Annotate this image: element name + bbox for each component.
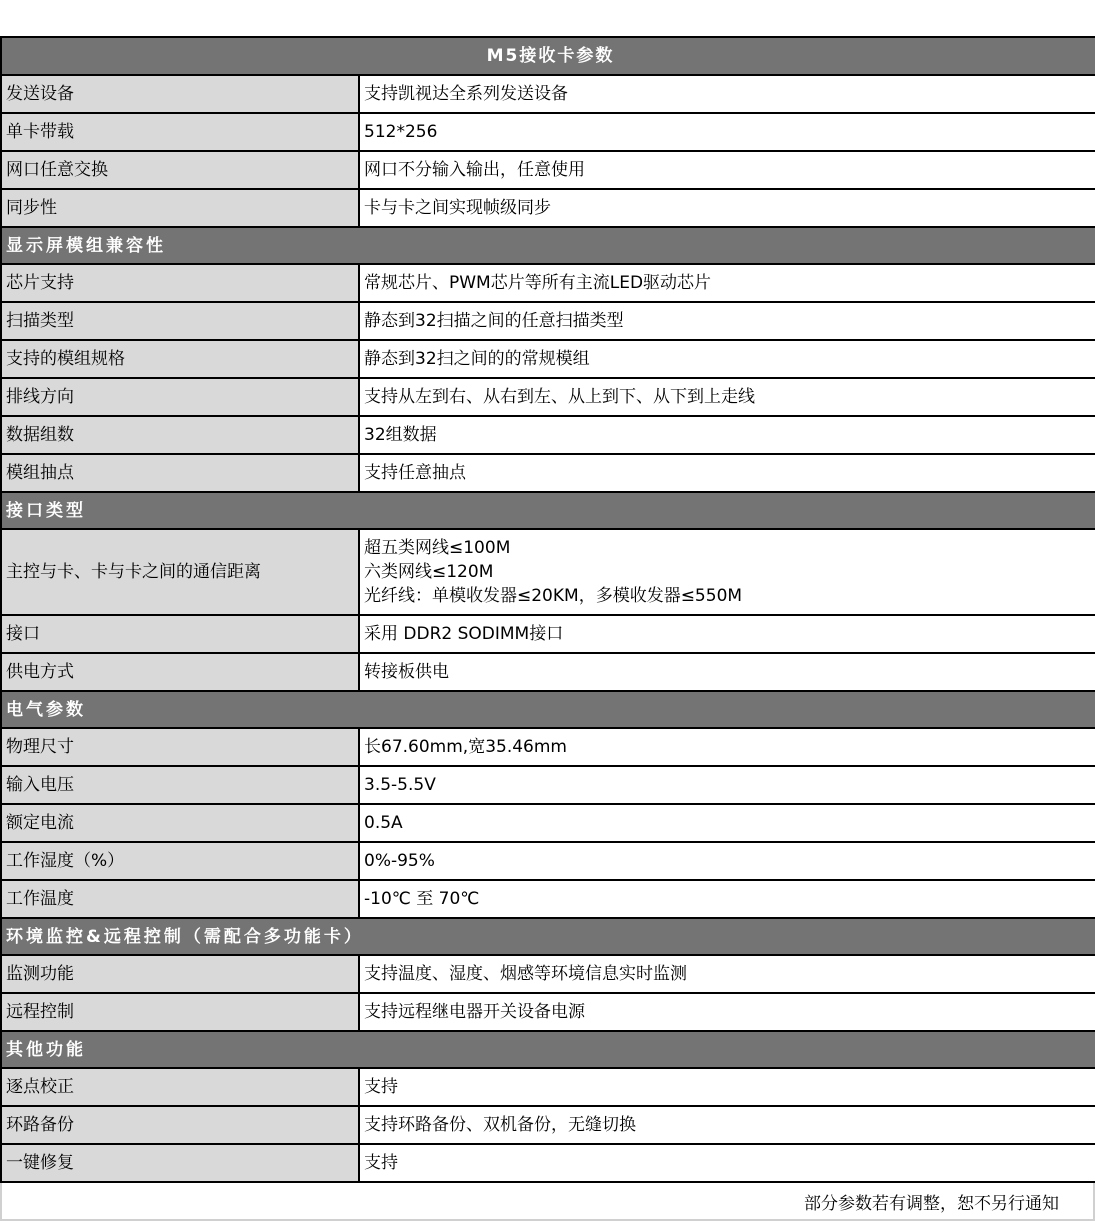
row-value: 支持 <box>359 1144 1095 1182</box>
spec-table <box>0 36 1095 1183</box>
section-heading: 显示屏模组兼容性 <box>1 227 1095 264</box>
row-label: 输入电压 <box>1 766 359 804</box>
table-row <box>1 1068 1095 1106</box>
row-label: 支持的模组规格 <box>1 340 359 378</box>
table-row <box>1 151 1095 189</box>
row-value: 32组数据 <box>359 416 1095 454</box>
row-label: 模组抽点 <box>1 454 359 492</box>
table-row <box>1 302 1095 340</box>
section-heading: 其他功能 <box>1 1031 1095 1068</box>
row-value: 支持远程继电器开关设备电源 <box>359 993 1095 1031</box>
row-value: 网口不分输入输出，任意使用 <box>359 151 1095 189</box>
table-row <box>1 993 1095 1031</box>
row-label: 网口任意交换 <box>1 151 359 189</box>
row-label: 排线方向 <box>1 378 359 416</box>
row-label: 逐点校正 <box>1 1068 359 1106</box>
row-value-multiline <box>359 529 1095 615</box>
row-value: -10℃ 至 70℃ <box>359 880 1095 918</box>
row-value: 0%-95% <box>359 842 1095 880</box>
row-label: 供电方式 <box>1 653 359 691</box>
row-value: 转接板供电 <box>359 653 1095 691</box>
section-heading-row <box>1 1031 1095 1068</box>
section-heading-row <box>1 691 1095 728</box>
row-value: 0.5A <box>359 804 1095 842</box>
row-value: 采用 DDR2 SODIMM接口 <box>359 615 1095 653</box>
row-value: 支持环路备份、双机备份，无缝切换 <box>359 1106 1095 1144</box>
row-label: 扫描类型 <box>1 302 359 340</box>
table-row <box>1 766 1095 804</box>
table-row <box>1 264 1095 302</box>
row-value: 支持温度、湿度、烟感等环境信息实时监测 <box>359 955 1095 993</box>
row-label: 同步性 <box>1 189 359 227</box>
section-heading-row <box>1 918 1095 955</box>
value-line: 六类网线≤120M <box>364 562 494 582</box>
table-row <box>1 75 1095 113</box>
table-row <box>1 416 1095 454</box>
row-label: 发送设备 <box>1 75 359 113</box>
table-row <box>1 529 1095 615</box>
row-label: 主控与卡、卡与卡之间的通信距离 <box>1 529 359 615</box>
table-row <box>1 955 1095 993</box>
section-heading: 接口类型 <box>1 492 1095 529</box>
table-row <box>1 1106 1095 1144</box>
row-value: 支持从左到右、从右到左、从上到下、从下到上走线 <box>359 378 1095 416</box>
section-heading: 环境监控&远程控制（需配合多功能卡） <box>1 918 1095 955</box>
title-row <box>1 37 1095 75</box>
table-row <box>1 113 1095 151</box>
row-value: 卡与卡之间实现帧级同步 <box>359 189 1095 227</box>
row-label: 接口 <box>1 615 359 653</box>
row-label: 物理尺寸 <box>1 728 359 766</box>
row-label: 工作温度 <box>1 880 359 918</box>
row-label: 单卡带载 <box>1 113 359 151</box>
row-value: 支持 <box>359 1068 1095 1106</box>
section-heading: 电气参数 <box>1 691 1095 728</box>
spec-sheet <box>0 36 1095 1221</box>
row-value: 支持任意抽点 <box>359 454 1095 492</box>
row-label: 环路备份 <box>1 1106 359 1144</box>
section-heading-row <box>1 227 1095 264</box>
row-label: 一键修复 <box>1 1144 359 1182</box>
table-row <box>1 842 1095 880</box>
row-value: 常规芯片、PWM芯片等所有主流LED驱动芯片 <box>359 264 1095 302</box>
table-row <box>1 804 1095 842</box>
table-title: M5接收卡参数 <box>1 37 1095 75</box>
row-value: 3.5-5.5V <box>359 766 1095 804</box>
row-value: 512*256 <box>359 113 1095 151</box>
table-row <box>1 189 1095 227</box>
table-row <box>1 880 1095 918</box>
row-value: 长67.60mm,宽35.46mm <box>359 728 1095 766</box>
row-value: 静态到32扫之间的的常规模组 <box>359 340 1095 378</box>
footer-note: 部分参数若有调整，恕不另行通知 <box>804 1193 1059 1214</box>
row-label: 数据组数 <box>1 416 359 454</box>
table-row <box>1 1144 1095 1182</box>
section-heading-row <box>1 492 1095 529</box>
value-line: 超五类网线≤100M <box>364 538 511 558</box>
table-row <box>1 340 1095 378</box>
row-label: 工作湿度（%） <box>1 842 359 880</box>
row-label: 额定电流 <box>1 804 359 842</box>
row-value: 静态到32扫描之间的任意扫描类型 <box>359 302 1095 340</box>
table-row <box>1 454 1095 492</box>
value-line: 光纤线：单模收发器≤20KM，多模收发器≤550M <box>364 586 743 606</box>
table-row <box>1 653 1095 691</box>
table-row <box>1 378 1095 416</box>
row-label: 远程控制 <box>1 993 359 1031</box>
table-row <box>1 615 1095 653</box>
row-label: 监测功能 <box>1 955 359 993</box>
table-row <box>1 728 1095 766</box>
footer-note-box <box>0 1183 1095 1221</box>
row-label: 芯片支持 <box>1 264 359 302</box>
row-value: 支持凯视达全系列发送设备 <box>359 75 1095 113</box>
